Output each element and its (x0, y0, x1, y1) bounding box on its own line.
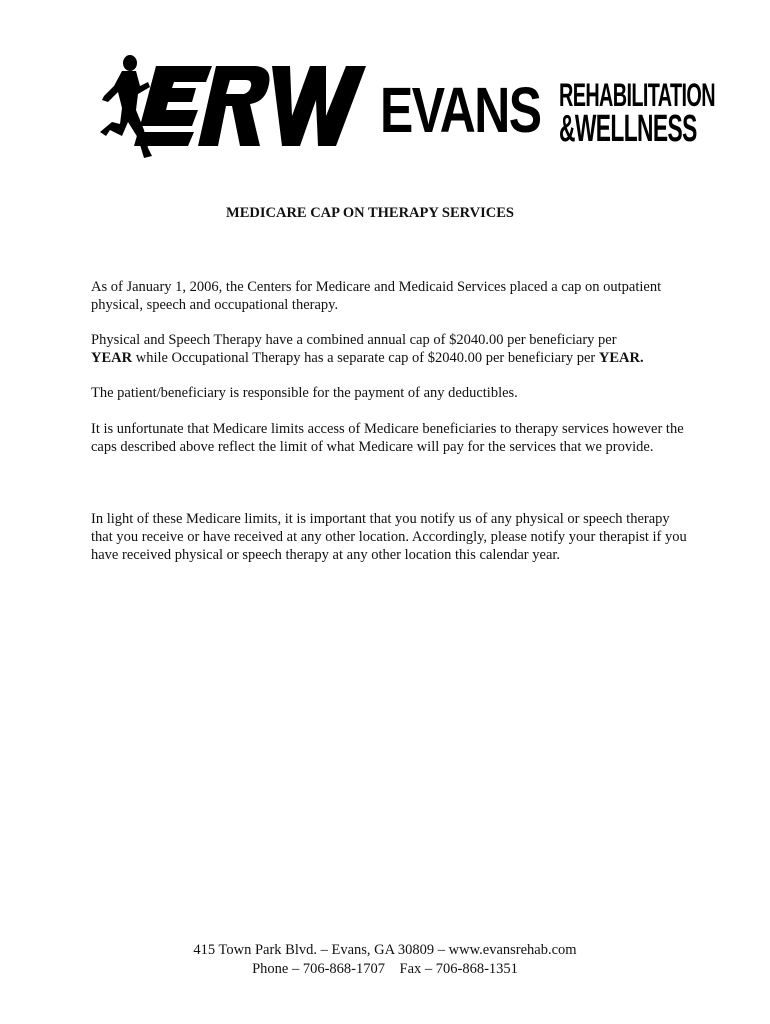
logo-evans-text: EVANS (380, 74, 541, 146)
paragraph-text: In light of these Medicare limits, it is important that you notify us of any physical or speech therapy that you receive or have received at any other location. Accordingly, please notify your therapist if you have received physical or speech therapy at any other location this calendar year. (91, 511, 687, 563)
paragraph-cap-amounts (91, 331, 691, 367)
company-logo (100, 52, 715, 164)
footer-address: 415 Town Park Blvd. – Evans, GA 30809 – www.evansrehab.com (193, 942, 577, 958)
paragraph-notify (91, 510, 691, 564)
year-emphasis: YEAR. (598, 350, 644, 366)
paragraph-text: As of January 1, 2006, the Centers for Medicare and Medicaid Services placed a cap on outpatient physical, speech and occupational therapy. (91, 279, 662, 313)
paragraph-text: It is unfortunate that Medicare limits access of Medicare beneficiaries to therapy services however the caps described above reflect the limit of what Medicare will pay for the services that we provide. (91, 421, 684, 455)
logo-rehabilitation-text: REHABILITATION (559, 77, 715, 113)
footer-contact (0, 941, 770, 979)
footer-fax: Fax – 706-868-1351 (399, 961, 518, 977)
paragraph-text: The patient/beneficiary is responsible for the payment of any deductibles. (91, 385, 518, 401)
paragraph-deductibles (91, 384, 691, 402)
cap-amount-text: Physical and Speech Therapy have a combined annual cap of $2040.00 per beneficiary per (91, 332, 617, 348)
logo-wellness-text: &WELLNESS (559, 108, 697, 150)
paragraph-text (91, 331, 691, 367)
paragraph-cap-intro (91, 278, 691, 314)
cap-amount-text: while Occupational Therapy has a separate cap of $2040.00 per beneficiary per (132, 350, 599, 366)
footer-phone-fax (0, 960, 770, 979)
paragraph-medicare-limits (91, 420, 691, 456)
document-title: MEDICARE CAP ON THERAPY SERVICES (226, 205, 514, 221)
year-emphasis: YEAR (91, 350, 133, 366)
runner-monogram-icon (100, 52, 390, 164)
footer-phone: Phone – 706-868-1707 (252, 961, 385, 977)
